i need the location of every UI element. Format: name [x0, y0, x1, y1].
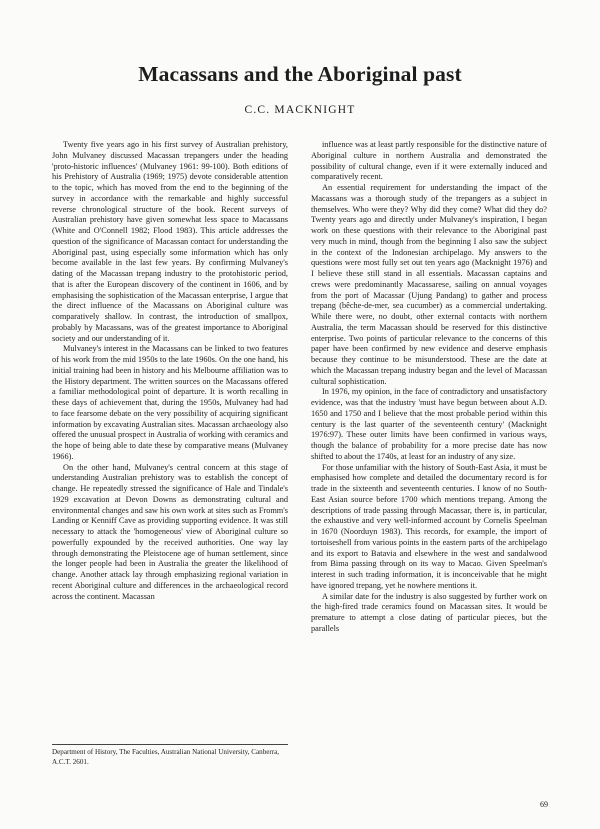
paragraph: influence was at least partly responsible for the distinctive nature of Aboriginal culture in northern Australia and demonstrated the possibility of cultural change, even if it were externally induced and comparatively recent.: [311, 140, 547, 182]
paragraph: In 1976, my opinion, in the face of contradictory and unsatisfactory evidence, was that the industry 'must have begun between about A.D. 1650 and 1750 and I believe that the most probable period within this century is the last quarter of the seventeenth century' (Macknight 1976:97). These outer limits have been confirmed in various ways, though the balance of probability for a more precise date has now shifted to about the 1740s, at least for an industry of any size.: [311, 387, 547, 461]
paragraph: Twenty five years ago in his first survey of Australian prehistory, John Mulvaney discussed Macassan trepangers under the heading 'proto-historic influences' (Mulvaney 1961: 99-100). Both editions of his Prehistory of Australia (1969; 1975) devote considerable attention to the topic, which has moved from the end to the beginning of the survey in accordance with the remarkable and highly successful reverse chronological structure of the book. Recent surveys of Australian prehistory have given somewhat less space to Macassans (White and O'Connell 1982; Flood 1983). This article addresses the question of the significance of Macassan contact for understanding the Aboriginal past, using especially some information which has only become available in the last few years. By confirming Mulvaney's dating of the Macassan trepang industry to the protohistoric period, that is after the European discovery of the continent in 1606, and by emphasising the sophistication of the Macassan enterprise, I argue that the direct influence of the Macassans on Aboriginal culture was comparatively shallow. In contrast, the introduction of smallpox, probably by Macassans, was of the greatest importance to Aboriginal society and our understanding of it.: [52, 140, 288, 343]
footnote-divider: [52, 744, 288, 745]
paragraph: For those unfamiliar with the history of South-East Asia, it must be emphasised how complete and detailed the documentary record is for trade in the sixteenth and seventeenth centuries. I know of no South-East Asian source before 1700 which mentions trepang. Among the descriptions of trade passing through Macassar, there is, in particular, the exhaustive and very well-informed account by Cornelis Speelman in 1670 (Noorduyn 1983). This records, for example, the import of tortoiseshell from various points in the eastern parts of the archipelago and its export to Batavia and elsewhere in the west and sandalwood from Bima passing through on its way to Macao. Given Speelman's interest in such trading information, it is inconceivable that he might have ignored trepang, yet he nowhere mentions it.: [311, 462, 547, 590]
page-number: 69: [540, 800, 548, 809]
paragraph: Mulvaney's interest in the Macassans can be linked to two features of his work from the mid 1950s to the late 1960s. On the one hand, his initial training had been in history and his Melbourne affiliation was to the History department. The written sources on the Macassans offered a familiar methodological point of departure. It is worth recalling in these days of achievement that, during the 1950s, Mulvaney had had to face fearsome debate on the very possibility of acquiring significant information by excavating Australian sites. Macassan archaeology also offered the unusual prospect in Australia of working with ceramics and the hope of being able to date these by comparative means (Mulvaney 1966).: [52, 344, 288, 461]
left-column: [52, 140, 288, 602]
paragraph: On the other hand, Mulvaney's central concern at this stage of understanding Australian prehistory was to establish the concept of change. He repeatedly stressed the significance of Hale and Tindale's 1929 excavation at Devon Downs as demonstrating cultural and environmental changes and saw his own work at sites such as Fromm's Landing or Kenniff Cave as providing supporting evidence. It was still necessary to attack the 'homogeneous' view of Aboriginal culture so powerfully expounded by the received authorities. One way lay through demonstrating the Pleistocene age of human settlement, since the longer people had been in Australia the greater the likelihood of change. Another attack lay through emphasizing regional variation in recent Aboriginal culture and differences in the archaeological record across the continent. Macassan: [52, 462, 288, 601]
author-affiliation-footnote: Department of History, The Faculties, Australian National University, Canberra, A.C.T. 2601.: [52, 748, 280, 766]
paragraph: An essential requirement for understanding the impact of the Macassans was a thorough study of the trepangers as a subject in themselves. Who were they? Why did they come? What did they do? Twenty years ago and directly under Mulvaney's inspiration, I began work on these questions with their relevance to the Aboriginal past very much in mind, though from the beginning I also saw the subject in the context of the Indonesian archipelago. My answers to the questions were most fully set out ten years ago (Macknight 1976) and I believe these still stand in all essentials. Macassan captains and crews were predominantly Macassarese, sailing on annual voyages from the port of Macassar (Ujung Pandang) to gather and process trepang (bêche-de-mer, sea cucumber) as a commercial undertaking. While there were, no doubt, other external contacts with northern Australia, the term Macassan should be reserved for this distinctive enterprise. Two points of particular relevance to the concerns of this paper have been confirmed by new evidence and deserve emphasis because they continue to be misunderstood. These are the date at which the Macassan trepang industry began and the level of Macassan cultural sophistication.: [311, 183, 547, 386]
right-column: [311, 140, 547, 635]
paragraph: A similar date for the industry is also suggested by further work on the high-fired trade ceramics found on Macassan sites. It would be premature to attempt a close dating of particular pieces, but the parallels: [311, 591, 547, 633]
article-title: Macassans and the Aboriginal past: [138, 62, 462, 86]
article-author: C.C. MACKNIGHT: [244, 104, 356, 116]
